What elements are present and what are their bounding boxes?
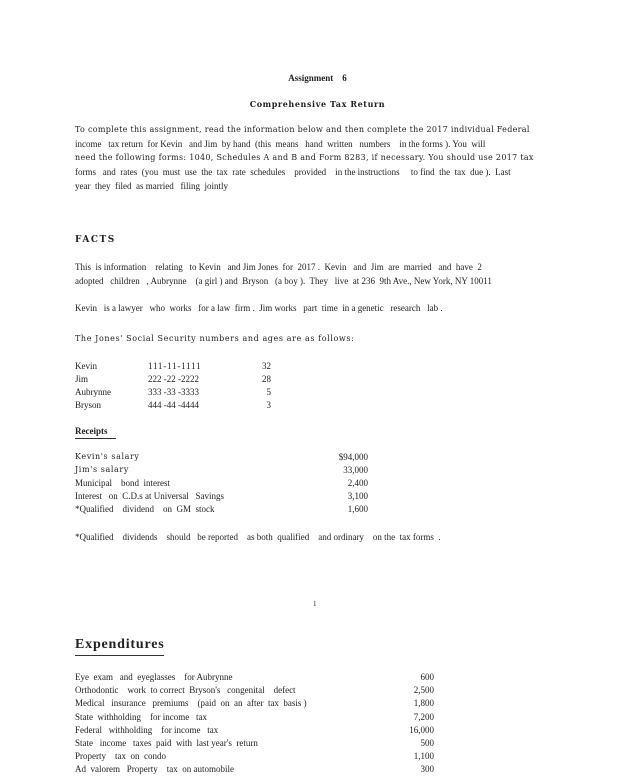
receipt-label: Jim's salary xyxy=(75,465,129,474)
expenditure-label: Medical insurance premiums (paid on an after tax basis ) xyxy=(75,698,307,709)
facts-line: The Jones' Social Security numbers and ages are as follows: xyxy=(75,334,355,343)
expenditure-amount: 600 xyxy=(420,672,434,682)
receipt-label: Kevin's salary xyxy=(75,452,140,461)
person-name: Aubrynne xyxy=(75,387,111,397)
facts-line: Kevin is a lawyer who works for a law firm . Jim works part time in a genetic research lab . xyxy=(75,303,443,313)
expenditure-amount: 500 xyxy=(420,738,434,748)
expenditure-label: Ad valorem Property tax on automobile xyxy=(75,764,234,775)
dividend-note: *Qualified dividends should be reported as both qualified and ordinary on the tax forms . xyxy=(75,532,441,542)
person-name: Bryson xyxy=(75,400,102,410)
receipt-label: *Qualified dividend on GM stock xyxy=(75,504,215,514)
expenditures-heading: Expenditures xyxy=(75,636,164,656)
intro-line: income tax return for Kevin and Jim by hand (this means hand written numbers in the forms ). You will xyxy=(75,139,486,149)
facts-line: adopted children , Aubrynne (a girl ) and Bryson (a boy ). They live at 236 9th Ave., New York, NY 10011 xyxy=(75,276,492,286)
expenditure-label: State withholding for income tax xyxy=(75,711,207,722)
expenditure-label: Eye exam and eyeglasses for Aubrynne xyxy=(75,672,233,682)
page-number: 1 xyxy=(313,600,317,608)
expenditure-amount: 1,800 xyxy=(413,698,434,709)
expenditure-label: Property tax on condo xyxy=(75,751,166,762)
person-age: 32 xyxy=(262,361,271,371)
receipt-amount: 3,100 xyxy=(347,491,368,501)
facts-heading: FACTS xyxy=(75,235,116,245)
person-ssn: 444 -44 -4444 xyxy=(148,400,199,410)
facts-line: This is information relating to Kevin and Jim Jones for 2017 . Kevin and Jim are married and have 2 xyxy=(75,262,482,272)
intro-line: year they filed as married filing jointly xyxy=(75,181,228,191)
intro-line: need the following forms: 1040, Schedules A and B and Form 8283, if necessary. You should use 2017 tax xyxy=(75,153,534,162)
receipt-amount: 1,600 xyxy=(347,504,368,514)
expenditure-amount: 300 xyxy=(420,764,434,775)
person-age: 28 xyxy=(262,374,271,384)
person-ssn: 111-11-1111 xyxy=(148,361,202,371)
receipt-label: Municipal bond interest xyxy=(75,478,170,488)
document-subtitle: Comprehensive Tax Return xyxy=(249,99,386,109)
assignment-title: Assignment 6 xyxy=(288,73,347,83)
expenditure-amount: 1,100 xyxy=(413,751,434,762)
person-ssn: 333 -33 -3333 xyxy=(148,387,199,397)
expenditure-label: Orthodontic work to correct Bryson's congenital defect xyxy=(75,685,296,696)
person-age: 3 xyxy=(266,400,271,410)
person-age: 5 xyxy=(266,387,271,397)
expenditure-label: Federal withholding for income tax xyxy=(75,724,219,735)
receipt-amount: 2,400 xyxy=(347,478,368,488)
receipts-heading: Receipts xyxy=(75,425,116,439)
expenditure-amount: 2,500 xyxy=(413,685,434,696)
receipt-amount: $94,000 xyxy=(338,452,368,462)
person-name: Kevin xyxy=(75,361,97,371)
expenditure-label: State income taxes paid with last year's return xyxy=(75,738,258,748)
expenditure-amount: 7,200 xyxy=(413,711,434,722)
receipt-amount: 33,000 xyxy=(343,465,368,475)
intro-line: To complete this assignment, read the information below and then complete the 2017 individual Federal xyxy=(75,125,530,134)
intro-line: forms and rates (you must use the tax rate schedules provided in the instructions to find the tax due ). Last xyxy=(75,167,511,177)
receipt-label: Interest on C.D.s at Universal Savings xyxy=(75,491,224,501)
person-name: Jim xyxy=(75,374,89,384)
person-ssn: 222 -22 -2222 xyxy=(148,374,199,384)
expenditure-amount: 16,000 xyxy=(409,724,434,735)
